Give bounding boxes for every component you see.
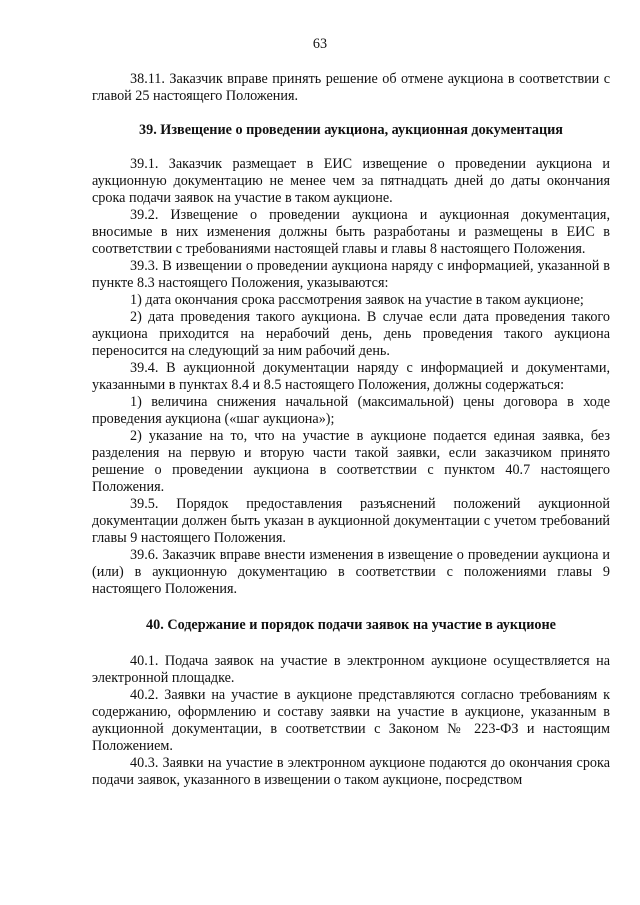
clause-38-11: 38.11. Заказчик вправе принять решение об отмене аукциона в соответствии с главой 25 настоящего Положения. (92, 71, 610, 104)
section-40-heading: 40. Содержание и порядок подачи заявок на участие в аукционе (146, 617, 556, 633)
clause-39-2: 39.2. Извещение о проведении аукциона и аукционная документация, вносимые в них изменения должны быть разработаны и размещены в ЕИС в соответствии с требованиями настоящей главы и главы 8 настоящего Положения. (92, 207, 610, 257)
clause-39-3: 39.3. В извещении о проведении аукциона наряду с информацией, указанной в пункте 8.3 настоящего Положения, указываются: (92, 258, 610, 291)
clause-40-2: 40.2. Заявки на участие в аукционе представляются согласно требованиям к содержанию, оформлению и составу заявки на участие в аукционе, указанным в аукционной документации, в соответствии с Законом № 223-ФЗ и настоящим Положением. (92, 687, 610, 754)
page-number: 63 (312, 36, 328, 52)
clause-39-4-item-1: 1) величина снижения начальной (максимальной) цены договора в ходе проведения аукциона («шаг аукциона»); (92, 394, 610, 427)
section-39-heading: 39. Извещение о проведении аукциона, аукционная документация (139, 122, 563, 138)
clause-39-6: 39.6. Заказчик вправе внести изменения в извещение о проведении аукциона и (или) в аукционную документацию в соответствии с положениями главы 9 настоящего Положения. (92, 547, 610, 597)
clause-39-3-item-2: 2) дата проведения такого аукциона. В случае если дата проведения такого аукциона приходится на нерабочий день, день проведения такого аукциона переносится на следующий за ним рабочий день. (92, 309, 610, 359)
clause-39-3-item-1: 1) дата окончания срока рассмотрения заявок на участие в таком аукционе; (130, 292, 584, 308)
clause-39-1: 39.1. Заказчик размещает в ЕИС извещение о проведении аукциона и аукционную документацию не менее чем за пятнадцать дней до даты окончания срока подачи заявок на участие в таком аукционе. (92, 156, 610, 206)
clause-40-1: 40.1. Подача заявок на участие в электронном аукционе осуществляется на электронной площадке. (92, 653, 610, 686)
clause-39-5: 39.5. Порядок предоставления разъяснений положений аукционной документации должен быть указан в аукционной документации с учетом требований главы 9 настоящего Положения. (92, 496, 610, 546)
clause-39-4: 39.4. В аукционной документации наряду с информацией и документами, указанными в пунктах 8.4 и 8.5 настоящего Положения, должны содержаться: (92, 360, 610, 393)
document-body (92, 71, 610, 789)
clause-40-3: 40.3. Заявки на участие в электронном аукционе подаются до окончания срока подачи заявок, указанного в извещении о таком аукционе, посредством (92, 755, 610, 788)
clause-39-4-item-2: 2) указание на то, что на участие в аукционе подается единая заявка, без разделения на первую и вторую части такой заявки, если заказчиком принято решение о проведении аукциона в соответствии с пунктом 40.7 настоящего Положения. (92, 428, 610, 495)
